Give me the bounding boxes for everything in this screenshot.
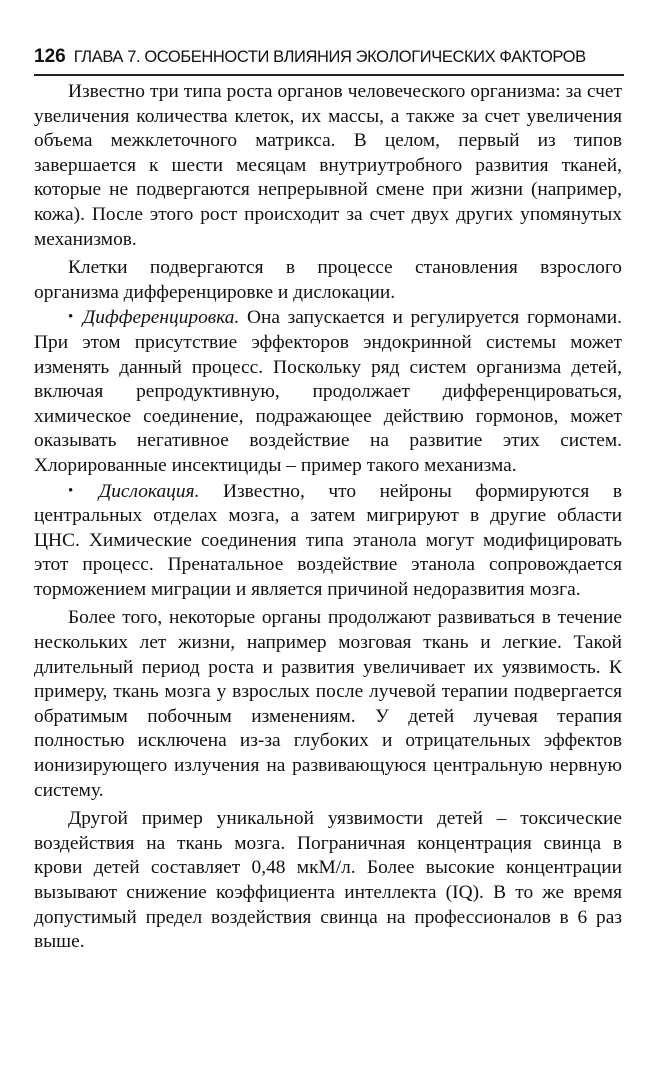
paragraph-organ-vulnerability: Более того, некоторые органы продолжают развиваться в течение нескольких лет жизни, например мозговая ткань и легкие. Такой длительный период роста и развития увеличивает их уязвимость. К примеру, ткань мозга у взрослых после лучевой терапии подвергается обратимым побочным изменениям. У детей лучевая терапия полностью исключена из-за глубоких и отрицательных эффектов ионизирующего излучения на развивающуюся центральную нервную систему. — [34, 607, 622, 801]
bullet-icon: • — [68, 309, 74, 326]
paragraph-dislocation — [34, 479, 622, 603]
page-header — [34, 44, 624, 71]
body-text — [34, 80, 622, 955]
paragraph-differentiation — [34, 305, 622, 478]
page-number: 126 — [34, 46, 66, 67]
paragraph-lead-toxicity: Другой пример уникальной уязвимости детей – токсические воздействия на ткань мозга. Пограничная концентрация свинца в крови детей составляет 0,48 мкМ/л. Более высокие концентрации вызывают снижение коэффициента интеллекта (IQ). В то же время допустимый предел воздействия свинца на профессионалов в 6 раз выше. — [34, 808, 622, 953]
differentiation-text: Она запускается и регулируется гормонами. При этом присутствие эффекторов эндокринной системы может изменять данный процесс. Поскольку ряд систем организма детей, включая репродуктивную, продолжает дифференцироваться, химическое соединение, подражающее действию гормонов, может оказывать негативное воздействие на развитие этих систем. Хлорированные инсектициды – пример такого механизма. — [34, 307, 622, 476]
term-differentiation: Дифференцировка. — [82, 307, 240, 329]
dislocation-text: Известно, что нейроны формируются в центральных отделах мозга, а затем мигрируют в другие области ЦНС. Химические соединения типа этанола могут модифицировать этот процесс. Пренатальное воздействие этанола сопровождается торможением миграции и является причиной недоразвития мозга. — [34, 480, 623, 600]
paragraph-cell-processes: Клетки подвергаются в процессе становления взрослого организма дифференцировке и дислокации. — [34, 257, 622, 303]
term-dislocation: Дислокация. — [98, 480, 200, 502]
paragraph-growth-types: Известно три типа роста органов человеческого организма: за счет увеличения количества клеток, их массы, а также за счет увеличения объема межклеточного матрикса. В целом, первый из типов завершается к шести месяцам внутриутробного развития тканей, которые не подвергаются непрерывной смене при жизни (например, кожа). После этого рост происходит за счет двух других упомянутых механизмов. — [34, 81, 622, 250]
bullet-icon: • — [68, 482, 74, 499]
running-head: ГЛАВА 7. ОСОБЕННОСТИ ВЛИЯНИЯ ЭКОЛОГИЧЕСКИХ ФАКТОРОВ — [73, 48, 586, 66]
header-rule — [34, 74, 624, 76]
